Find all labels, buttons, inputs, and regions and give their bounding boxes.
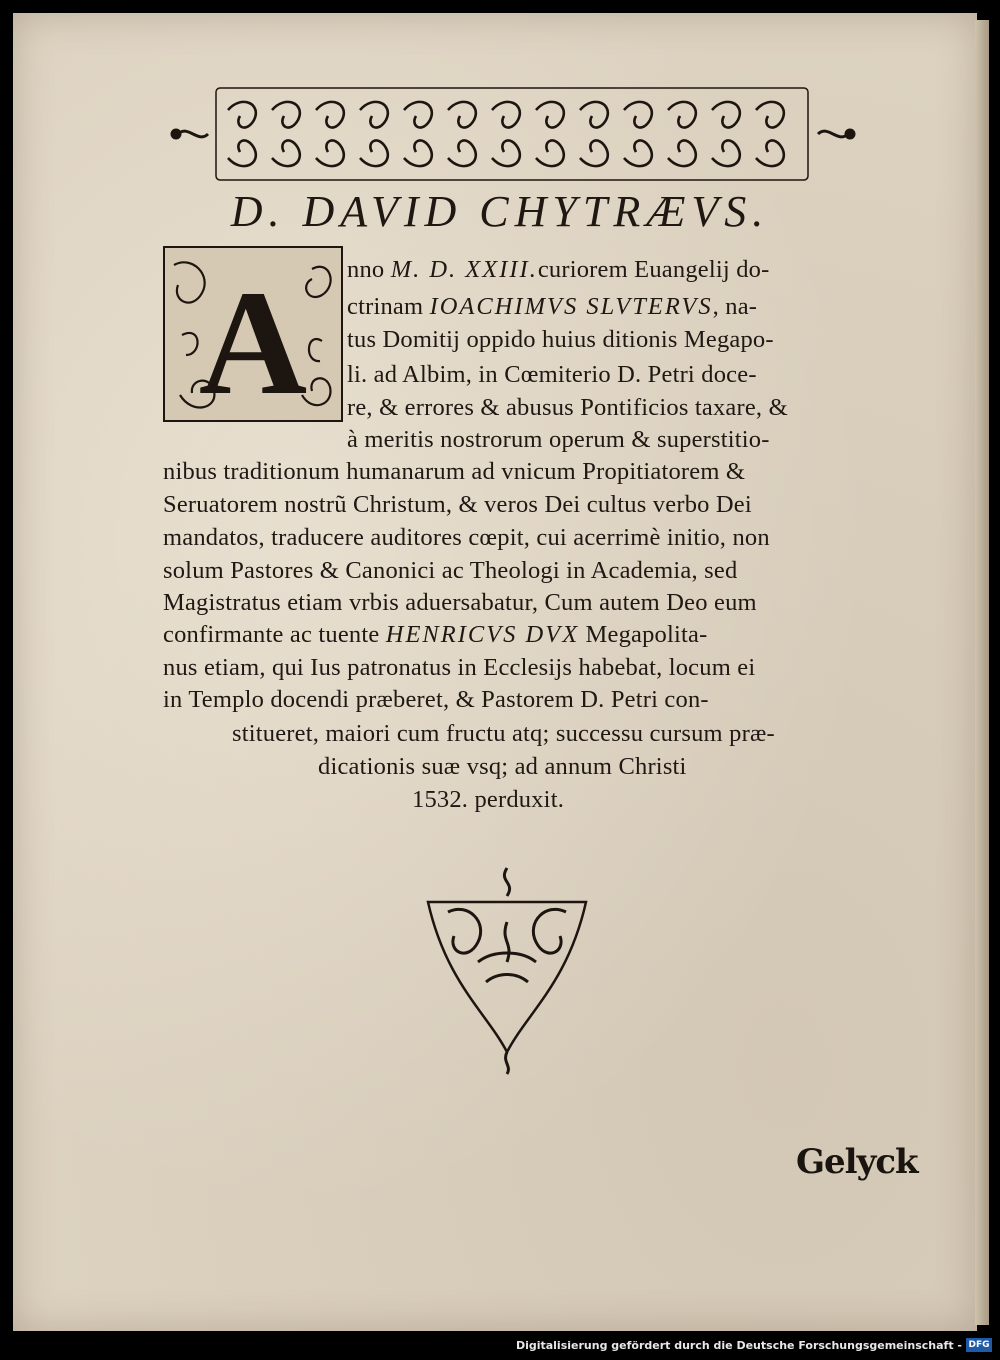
text-line-1b: curiorem Euangelij do- [537,256,770,283]
text-line-16: dicationis suæ vsq; ad annum Christi [318,753,687,780]
header-ornament [168,80,858,188]
text-line-1a: nno [347,256,391,283]
text-line-17: 1532. perduxit. [412,786,565,813]
text-line-3: tus Domitij oppido huius ditionis Megapo- [347,326,774,353]
header-scroll-top [448,102,476,128]
text-line-9: mandatos, traducere auditores cœpit, cui acerrimè initio, non [163,524,770,551]
header-scroll-top [624,102,652,128]
header-scroll-top [404,102,432,128]
text-line-2b: , na- [712,293,758,320]
header-scroll-bottom [228,140,256,166]
text-line-12a: confirmante ac tuente [163,621,386,648]
drop-cap-initial [162,245,344,423]
italic-name-henricus: HENRICVS DVX [385,621,580,648]
header-scroll-top [712,102,740,128]
header-scroll-top [228,102,256,128]
italic-name-sluterus: IOACHIMVS SLVTERVS [429,293,713,320]
dfg-logo: DFG [966,1338,992,1352]
header-scroll-bottom [668,140,696,166]
svg-text:A: A [198,260,308,423]
text-line-12b: Megapolita- [579,621,708,648]
text-line-4: li. ad Albim, in Cœmiterio D. Petri doce- [347,361,757,388]
footer-credit: Digitalisierung gefördert durch die Deutsche Forschungsgemeinschaft - [515,1339,962,1352]
header-scroll-top [536,102,564,128]
digitization-footer [0,1332,1000,1360]
header-scroll-top [756,102,784,128]
text-line-2a: ctrinam [347,293,430,320]
header-scroll-bottom [536,140,564,166]
text-line-1 [347,256,769,284]
header-scroll-bottom [492,140,520,166]
header-scroll-bottom [624,140,652,166]
header-scroll-bottom [404,140,432,166]
catchword: Gelyck [796,1142,918,1182]
header-scroll-bottom [712,140,740,166]
header-scroll-top [272,102,300,128]
header-scroll-top [316,102,344,128]
header-scroll-bottom [360,140,388,166]
page-title: D. DAVID CHYTRÆVS. [230,187,770,236]
header-scroll-bottom [316,140,344,166]
header-scroll-bottom [272,140,300,166]
text-line-2 [347,293,757,321]
text-line-15: stitueret, maiori cum fructu atq; successu cursum præ- [232,720,775,747]
text-line-13: nus etiam, qui Ius patronatus in Ecclesijs habebat, locum ei [163,654,756,681]
fleuron-ornament [418,862,596,1076]
header-scroll-top [492,102,520,128]
text-line-14: in Templo docendi præberet, & Pastorem D. Petri con- [163,686,709,713]
text-line-10: solum Pastores & Canonici ac Theologi in Academia, sed [163,557,738,584]
header-scroll-bottom [448,140,476,166]
header-scroll-bottom [580,140,608,166]
header-scroll-top [360,102,388,128]
text-line-7: nibus traditionum humanarum ad vnicum Propitiatorem & [163,458,746,485]
text-line-6: à meritis nostrorum operum & superstitio- [347,426,770,453]
header-scroll-top [580,102,608,128]
text-line-5: re, & errores & abusus Pontificios taxare, & [347,394,788,421]
italic-year: M. D. XXIII. [390,256,538,283]
header-scroll-top [668,102,696,128]
text-line-12 [163,621,707,649]
text-line-11: Magistratus etiam vrbis aduersabatur, Cum autem Deo eum [163,589,757,616]
text-line-8: Seruatorem nostrũ Christum, & veros Dei cultus verbo Dei [163,491,752,518]
header-scroll-bottom [756,140,784,166]
